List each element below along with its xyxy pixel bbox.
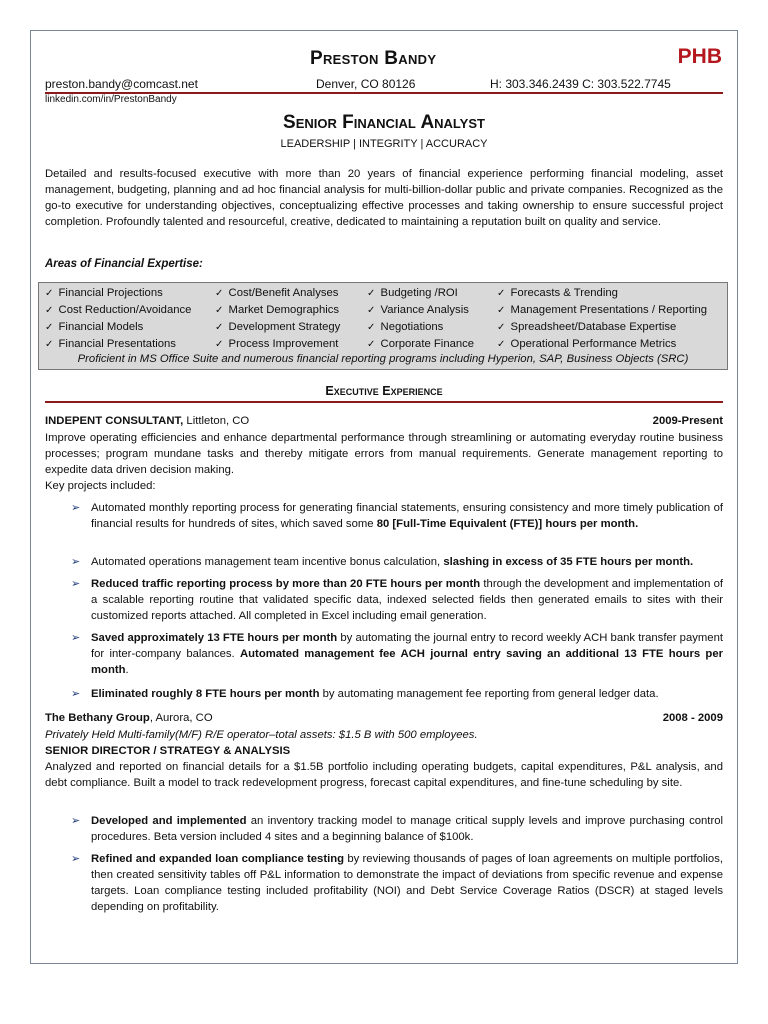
expertise-column-4: [497, 285, 707, 353]
check-icon: ✓: [215, 305, 224, 316]
check-icon: ✓: [497, 339, 506, 350]
list-item: ✓ Spreadsheet/Database Expertise: [497, 321, 677, 333]
job1-bullet-3: ➢ Reduced traffic reporting process by more than 20 FTE hours per month through the development and implementation of a scalable reporting routine that validated specific data, indexed selected fields then generated emails to sites with their customized reports attached. All completed in Excel including email generation.: [71, 578, 723, 622]
job2-role: SENIOR DIRECTOR / STRATEGY & ANALYSIS: [45, 745, 291, 757]
job2-company-note: Privately Held Multi-family(M/F) R/E operator–total assets: $1.5 B with 500 employees.: [45, 729, 478, 741]
job2-bullet-1: ➢ Developed and implemented an inventory tracking model to manage critical supply levels and improve purchasing control procedures. Beta version included 4 sites and a beginning balance of $100k.: [71, 815, 723, 843]
expertise-column-2: [215, 285, 340, 353]
list-item: ✓ Process Improvement: [215, 338, 339, 350]
check-icon: ✓: [497, 288, 506, 299]
job1-description: Improve operating efficiencies and enhance departmental performance through streamlining or automating everyday routine business processes; program mundane tasks and thereby mitigate errors from manual requirements. Generate management reporting to expedite data driven decision making.: [45, 432, 723, 476]
list-item: ✓ Financial Models: [45, 321, 144, 333]
check-icon: ✓: [497, 322, 506, 333]
summary-paragraph: Detailed and results-focused executive with more than 20 years of financial experience performing financial modeling, asset management, budgeting, planning and ad hoc financial analysis for multi-billion-dollar public and private companies. Recognized as the go-to executive for understanding objectives, conceptualizing effective processes and taking ownership to ensure successful project completion. Profoundly talented and resourceful, creative, dedicated to maintaining a reputation built on quality and service.: [45, 168, 723, 228]
arrow-bullet-icon: ➢: [71, 632, 81, 644]
job2-dates: 2008 - 2009: [662, 712, 723, 724]
list-item: ✓ Corporate Finance: [367, 338, 475, 350]
job1-bullet-1: ➢ Automated monthly reporting process for generating financial statements, ensuring consistency and more timely publication of financial results for hundreds of sites, which saved some 80 [Full-Time Equivalent (FTE)] hours per month.: [71, 502, 723, 530]
arrow-bullet-icon: ➢: [71, 502, 81, 514]
list-item: ✓ Development Strategy: [215, 321, 341, 333]
list-item: ✓ Financial Presentations: [45, 338, 176, 350]
job2-location: , Aurora, CO: [149, 712, 213, 724]
experience-rule: [45, 401, 723, 403]
phone-numbers: H: 303.346.2439 C: 303.522.7745: [490, 77, 671, 91]
list-item: ✓ Forecasts & Trending: [497, 287, 618, 299]
list-item: ✓ Cost Reduction/Avoidance: [45, 304, 192, 316]
arrow-bullet-icon: ➢: [71, 688, 81, 700]
expertise-column-3: [367, 285, 474, 353]
candidate-name: Preston Bandy: [310, 48, 437, 69]
expertise-heading: Areas of Financial Expertise:: [45, 258, 203, 270]
check-icon: ✓: [45, 305, 54, 316]
expertise-column-1: [45, 285, 191, 353]
check-icon: ✓: [215, 322, 224, 333]
location: Denver, CO 80126: [316, 77, 416, 91]
check-icon: ✓: [215, 288, 224, 299]
monogram: PHB: [677, 45, 722, 68]
check-icon: ✓: [367, 322, 376, 333]
list-item: ✓ Management Presentations / Reporting: [497, 304, 708, 316]
list-item: ✓ Financial Projections: [45, 287, 163, 299]
job1-header: [45, 415, 723, 427]
arrow-bullet-icon: ➢: [71, 853, 81, 865]
job1-bullet-4: ➢ Saved approximately 13 FTE hours per month by automating the journal entry to record weekly ACH bank transfer payment for inter-company balances. Automated management fee ACH journal entry saving an additional 13 FTE hours per month.: [71, 632, 723, 676]
check-icon: ✓: [45, 322, 54, 333]
check-icon: ✓: [45, 288, 54, 299]
job2-bullet-2: ➢ Refined and expanded loan compliance testing by reviewing thousands of pages of loan agreements on multiple portfolios, then created sensitivity tables off P&L information to demonstrate the impact of deviations from specific revenue and expense targets. Loan compliance testing included profitability (NOI) and Debt Service Coverage Ratios (DSCR) at staged levels depending on profitability.: [71, 853, 723, 913]
arrow-bullet-icon: ➢: [71, 556, 81, 568]
job1-role: INDEPENT CONSULTANT,: [45, 415, 184, 427]
job1-location: Littleton, CO: [183, 415, 250, 427]
job1-bullet-2: ➢ Automated operations management team incentive bonus calculation, slashing in excess of 35 FTE hours per month.: [71, 556, 694, 568]
list-item: ✓ Cost/Benefit Analyses: [215, 287, 339, 299]
job2-description: Analyzed and reported on financial details for a $1.5B portfolio including operating budgets, capital expenditures, P&L analysis, and debt compliance. Built a model to track redevelopment progress, forecast capital expenditures, and fine-tune scheduling by site.: [45, 761, 723, 789]
job-title: Senior Financial Analyst: [283, 112, 485, 133]
arrow-bullet-icon: ➢: [71, 815, 81, 827]
job1-key-projects: Key projects included:: [45, 480, 156, 492]
job1-dates: 2009-Present: [652, 415, 723, 427]
list-item: ✓ Variance Analysis: [367, 304, 469, 316]
job2-header: [45, 712, 723, 724]
list-item: ✓ Budgeting /ROI: [367, 287, 458, 299]
software-proficiency: Proficient in MS Office Suite and numerous financial reporting programs including Hyperion, SAP, Business Objects (SRC): [77, 353, 689, 365]
check-icon: ✓: [367, 339, 376, 350]
core-values: LEADERSHIP | INTEGRITY | ACCURACY: [280, 138, 488, 150]
check-icon: ✓: [215, 339, 224, 350]
linkedin-link[interactable]: linkedin.com/in/PrestonBandy: [45, 94, 177, 105]
check-icon: ✓: [45, 339, 54, 350]
expertise-box: [38, 282, 728, 370]
job1-bullet-5: ➢ Eliminated roughly 8 FTE hours per month by automating management fee reporting from general ledger data.: [71, 688, 659, 700]
list-item: ✓ Market Demographics: [215, 304, 340, 316]
experience-heading: Executive Experience: [325, 384, 443, 398]
email-link[interactable]: preston.bandy@comcast.net: [45, 77, 198, 91]
check-icon: ✓: [367, 305, 376, 316]
list-item: ✓ Negotiations: [367, 321, 444, 333]
check-icon: ✓: [497, 305, 506, 316]
list-item: ✓ Operational Performance Metrics: [497, 338, 677, 350]
arrow-bullet-icon: ➢: [71, 578, 81, 590]
job2-company: The Bethany Group: [45, 712, 150, 724]
check-icon: ✓: [367, 288, 376, 299]
